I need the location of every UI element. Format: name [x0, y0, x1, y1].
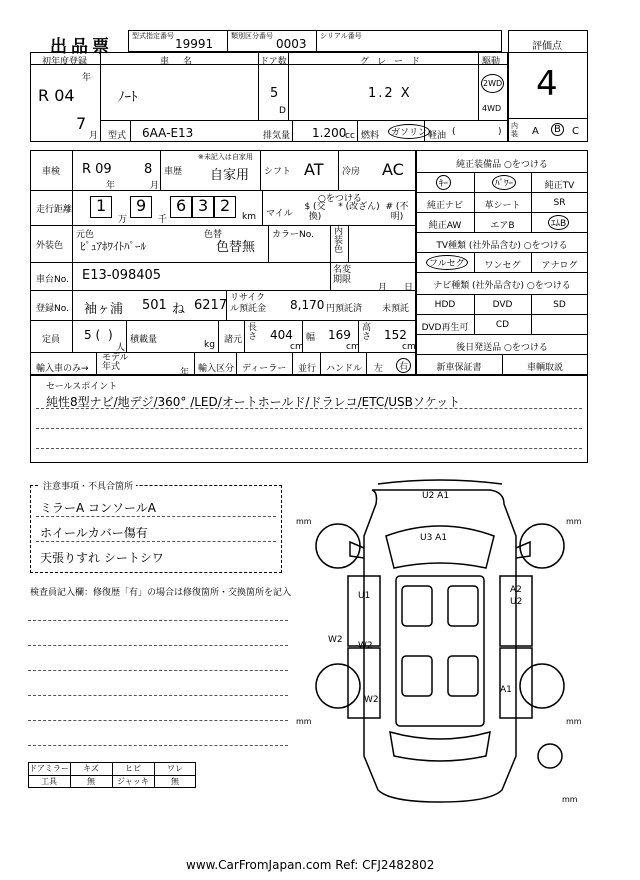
tamper-label: * (改ざん) [338, 202, 380, 212]
interior-c: C [572, 126, 579, 137]
recycle-unit: 円預託済 [326, 304, 363, 314]
mileage-digit-2: 9 [136, 196, 147, 215]
shaken-month-unit: 月 [150, 181, 160, 191]
seat-rr [448, 656, 478, 696]
doors-suffix: D [279, 106, 286, 116]
rear-right-wheel [520, 664, 564, 708]
mm-label-rl: mm [296, 717, 312, 726]
nav-dvd-play: DVD再生可 [421, 323, 469, 333]
mm-label-fl: mm [296, 517, 312, 526]
oil-bracket-close: ) [498, 127, 502, 137]
equip-aw: 純正AW [428, 221, 462, 231]
equip-airbag: エアB [490, 221, 515, 231]
equipment-header: 純正装備品 ○をつける [456, 160, 548, 170]
tv-analog: アナログ [541, 261, 578, 271]
drive-4wd: 4WD [482, 104, 502, 113]
mm-label-rr: mm [566, 717, 582, 726]
oil-bracket-open: ( [452, 127, 456, 137]
shaken-month: 8 [144, 162, 153, 177]
damage-header-break: ワレ [167, 764, 183, 773]
mark-windshield: U3 A1 [420, 533, 448, 543]
drive-2wd-circled: 2WD [481, 74, 504, 93]
mileage-digit-4: 3 [198, 196, 209, 215]
width-unit: cm [346, 342, 360, 352]
equip-tv: 純正TV [544, 181, 575, 191]
inspector-label: 検査員記入欄：修復歴「有」の場合は修復箇所・交換箇所を記入 [30, 588, 292, 598]
nav-dvd: DVD [492, 300, 513, 310]
reg-class: 501 [142, 298, 167, 313]
height-value: 152 [384, 328, 407, 342]
grade-label: グレード [360, 57, 429, 67]
post-warranty: 新車保証書 [436, 363, 482, 373]
front-bumper [378, 480, 502, 484]
car-name-value: ﾉｰﾄ [118, 90, 138, 105]
dims-label: 諸元 [224, 335, 243, 345]
note-line-2: ホイールカバー傷有 [40, 526, 148, 540]
first-reg-era-year: R 04 [38, 86, 75, 105]
length-label: 長さ [248, 323, 258, 342]
int-color-label: 内装色 [334, 227, 344, 255]
usage-value: 自家用 [210, 168, 250, 183]
capacity-label: 定員 [42, 335, 61, 345]
shift-label: シフト [264, 167, 292, 177]
nav-cd: CD [495, 320, 510, 330]
damage-value-tool: 工具 [41, 777, 57, 786]
shift-value: AT [304, 160, 324, 179]
mileage-digit-5: 2 [220, 196, 231, 215]
mark-note: ○をつける [318, 194, 362, 204]
recycle-unpaid: 未預託 [382, 304, 410, 314]
seat-fr [448, 586, 478, 626]
sales-point-text: 純性8型ナビ/地デジ/360° /LED/オートホールド/ドラレコ/ETC/USBソケット [46, 395, 461, 409]
width-label: 幅 [306, 333, 316, 343]
mark-right-front-u2: U2 [510, 597, 523, 607]
import-type-label: 輸入区分 [198, 364, 235, 374]
tv-fullseg-circled: フルセグ [426, 255, 468, 270]
equip-emb-circled: ｴﾑB [548, 215, 569, 230]
model-label: 型式 [108, 131, 127, 141]
nav-sd: SD [553, 300, 566, 310]
displacement-label: 排気量 [263, 131, 291, 141]
front-left-wheel [316, 524, 360, 568]
tv-header: TV種類 (社外品含む) ○をつける [436, 241, 568, 251]
mark-front-bumper: U2 A1 [422, 491, 450, 501]
nav-hdd: HDD [434, 300, 456, 310]
doors-value: 5 [270, 86, 279, 101]
interior-label: 内装 [511, 122, 518, 138]
damage-header-scratch: キズ [83, 764, 99, 773]
name-change-month: 月 [378, 283, 388, 293]
car-damage-diagram [290, 476, 590, 816]
fuel-value-circled: ガソリン [388, 124, 430, 139]
shaken-year-unit: 年 [106, 181, 116, 191]
damage-header-mirror: ドアミラー [29, 764, 69, 773]
interior-a: A [532, 126, 539, 137]
aircon-label: 冷房 [342, 167, 361, 177]
capacity-unit: 人 [116, 343, 126, 353]
post-manual: 車輌取説 [526, 363, 563, 373]
car-name-label: 車名 [160, 57, 207, 67]
capacity-close: ) [108, 328, 113, 342]
load-label: 積載量 [130, 335, 158, 345]
sales-point-label: セールスポイント [46, 382, 118, 392]
spare-tire [538, 744, 562, 768]
recycle-value: 8,170 [290, 298, 325, 312]
first-reg-label: 初年度登録 [42, 57, 88, 67]
mark-left-rear-1: W2 [328, 635, 343, 645]
note-line-1: ミラーA コンソールA [40, 501, 156, 515]
reg-label: 登録No. [36, 304, 69, 314]
exchange-label: $ (交換) [304, 202, 326, 222]
displacement-value: 1.200 [312, 126, 347, 140]
mileage-digit-3: 6 [176, 196, 187, 215]
equip-leather: 革シート [484, 201, 521, 211]
parallel-label: 並行 [298, 364, 317, 374]
color-value: ﾋﾟｭｱﾎﾜｲﾄﾊﾟｰﾙ [80, 240, 146, 253]
mark-right-rear: A1 [500, 685, 512, 695]
model-year-unit: 年 [180, 368, 190, 378]
usage-note: ※未記入は自家用 [198, 153, 253, 161]
name-change-label: 名変期限 [333, 265, 352, 285]
fuel-label: 燃料 [361, 131, 380, 141]
km-unit: km [242, 212, 256, 222]
first-reg-month: 7 [76, 114, 87, 133]
drive-label: 駆動 [482, 57, 501, 67]
displacement-unit: cc [345, 131, 355, 141]
nav-header: ナビ種類 (社外品含む) ○をつける [433, 281, 571, 291]
grade-value: 1.2 X [368, 86, 412, 101]
seat-rl [402, 656, 432, 696]
left-label: 左 [374, 364, 384, 374]
shaken-label: 車検 [42, 167, 61, 177]
front-right-wheel [520, 524, 564, 568]
right-label-circled: 右 [396, 358, 411, 373]
sen-unit: 千 [158, 215, 168, 225]
seat-fl [402, 586, 432, 626]
colorno-label: カラーNo. [272, 230, 314, 240]
equip-power-circled: ﾊﾟﾜｰ [492, 175, 516, 190]
mileage-label: 走行距離 [36, 205, 73, 215]
reg-area: 袖ヶ浦 [84, 302, 124, 317]
damage-value-1: 無 [87, 777, 95, 786]
handle-label: ハンドル [326, 364, 363, 374]
chassis-value: E13-098405 [82, 268, 162, 283]
class-no-label: 類別区分番号 [231, 32, 273, 40]
aircon-value: AC [382, 160, 404, 179]
usage-label: 車歴 [164, 167, 183, 177]
mile-label: マイル [266, 209, 293, 219]
recycle-label: リサイクル預託金 [230, 293, 267, 314]
score-label: 評価点 [532, 41, 562, 52]
mm-label-spare: mm [562, 795, 578, 804]
paint-value: 色替無 [216, 240, 256, 255]
serial-label: シリアル番号 [320, 32, 362, 40]
capacity-value: 5 ( [84, 328, 101, 342]
import-label: 輸入車のみ→ [36, 364, 89, 374]
class-no-value: 0003 [276, 37, 307, 51]
rear-left-wheel [316, 664, 360, 708]
reg-kana: ね [172, 302, 186, 317]
score-value: 4 [536, 64, 558, 104]
mark-left-front-door: U1 [358, 591, 371, 601]
mileage-digit-1: 1 [96, 196, 107, 215]
unknown-label: # (不明) [385, 202, 409, 222]
model-value: 6AA-E13 [142, 126, 194, 140]
mm-label-fr: mm [566, 517, 582, 526]
mark-left-rear-2: W2 [358, 641, 373, 651]
post-header: 後日発送品 ○をつける [456, 343, 548, 353]
height-label: 高さ [362, 323, 372, 342]
chassis-label: 車台No. [36, 275, 69, 285]
length-unit: cm [290, 342, 304, 352]
mark-right-front-a2: A2 [510, 585, 522, 595]
color-label: 外装色 [36, 241, 64, 251]
rear-window [390, 732, 490, 761]
interior-b-circled: B [551, 123, 564, 136]
shaken-value: R 09 [82, 162, 112, 177]
equip-sr: SR [553, 198, 566, 208]
year-unit: 年 [82, 73, 92, 83]
damage-header-crack: ヒビ [125, 764, 141, 773]
model-year-label: モデル年式 [102, 353, 129, 372]
doors-label: ドア数 [260, 57, 287, 67]
width-value: 169 [328, 328, 351, 342]
roof [396, 576, 484, 726]
dealer-label: ディーラー [242, 364, 287, 374]
reg-number: 6217 [194, 298, 228, 313]
load-unit: kg [204, 340, 215, 350]
paint-label: 色替 [204, 230, 223, 240]
footer-ref: www.CarFromJapan.com Ref: CFJ2482802 [186, 858, 435, 872]
name-change-day: 日 [404, 283, 414, 293]
orig-color-label: 元色 [76, 230, 95, 240]
month-unit: 月 [89, 131, 99, 141]
damage-value-jack: ジャッキ [117, 777, 149, 786]
damage-value-2: 無 [171, 777, 179, 786]
mark-left-rear-wheel: W2 [364, 695, 379, 705]
oil-label: 軽油 [428, 131, 447, 141]
type-no-label: 型式指定番号 [132, 32, 174, 40]
height-unit: cm [402, 342, 416, 352]
length-value: 404 [270, 328, 293, 342]
tv-oneseg: ワンセグ [484, 261, 521, 271]
equip-key-circled: ｷｰ [436, 175, 451, 190]
note-line-3: 天張りすれ シートシワ [40, 551, 164, 565]
notes-label: 注意事項・不具合箇所 [40, 479, 136, 492]
type-no-value: 19991 [175, 37, 214, 51]
equip-navi: 純正ナビ [426, 201, 463, 211]
form-title: 出品票 [50, 37, 113, 57]
man-unit: 万 [118, 215, 128, 225]
